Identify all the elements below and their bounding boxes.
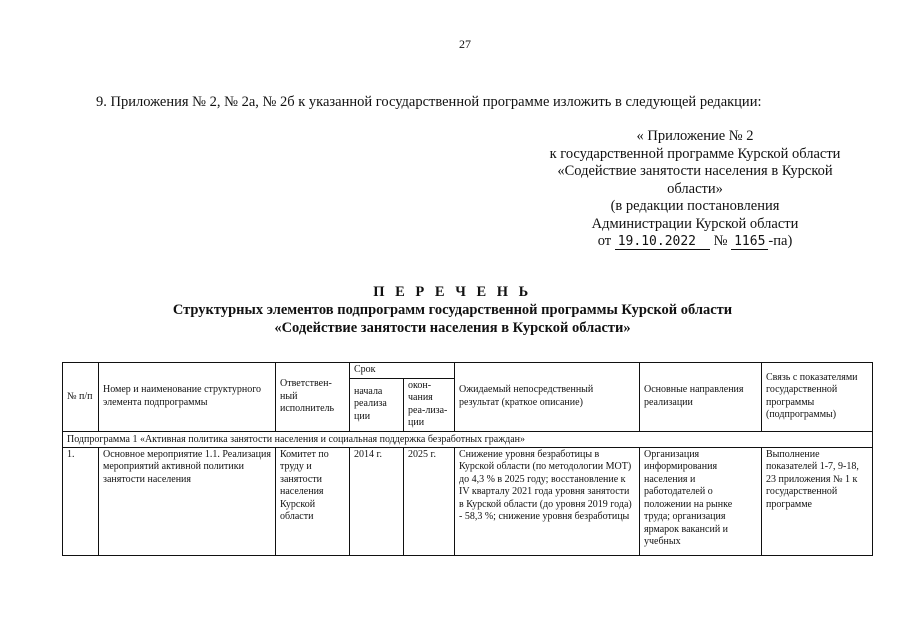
document-subtitle: Структурных элементов подпрограмм государственной программы Курской области xyxy=(172,302,733,318)
header-term-end: окон-чания реа-лиза-ции xyxy=(404,378,455,431)
cell-executor: Комитет по труду и занятости населения Курской области xyxy=(276,447,350,555)
cell-name: Основное мероприятие 1.1. Реализация мероприятий активной политики занятости населения xyxy=(99,447,276,555)
header-name: Номер и наименование структурного элемента подпрограммы xyxy=(99,363,276,432)
number-label: № xyxy=(713,233,728,249)
header-link: Связь с показателями государственной программы (подпрограммы) xyxy=(762,363,873,432)
cell-link: Выполнение показателей 1-7, 9-18, 23 приложения № 1 к государственной программе xyxy=(762,447,873,555)
page-number: 27 xyxy=(459,37,471,51)
appendix-line: к государственной программе Курской области xyxy=(549,145,841,162)
decree-number: 1165 xyxy=(731,234,768,250)
header-num: № п/п xyxy=(63,363,99,432)
header-executor: Ответствен-ный исполнитель xyxy=(276,363,350,432)
header-result: Ожидаемый непосредственный результат (краткое описание) xyxy=(455,363,640,432)
structural-elements-table xyxy=(62,362,873,556)
cell-num: 1. xyxy=(63,447,99,555)
table-row xyxy=(63,447,873,555)
number-suffix: -па) xyxy=(768,233,793,249)
table-header-row xyxy=(63,363,873,379)
appendix-header xyxy=(530,128,860,251)
cell-result: Снижение уровня безработицы в Курской области (по методологии МОТ) до 4,3 % в 2025 году; восстановление к IV кварталу 2021 года уровня занятости в Курской области (до уровня 2019 года) - 58,3 %; снижение уровня безработицы xyxy=(455,447,640,555)
header-term: Срок xyxy=(350,363,455,379)
from-label: от xyxy=(597,233,612,249)
appendix-line: (в редакции постановления xyxy=(610,198,780,214)
header-term-start: начала реализа ции xyxy=(350,378,404,431)
cell-directions: Организация информирования населения и работодателей о положении на рынке труда; организация ярмарок вакансий и учебных xyxy=(640,447,762,555)
appendix-date-line xyxy=(530,233,860,251)
header-directions: Основные направления реализации xyxy=(640,363,762,432)
cell-end: 2025 г. xyxy=(404,447,455,555)
subprogram-title: Подпрограмма 1 «Активная политика занятости населения и социальная поддержка безработных граждан» xyxy=(63,431,873,447)
appendix-line: « Приложение № 2 xyxy=(636,128,754,144)
cell-start: 2014 г. xyxy=(350,447,404,555)
appendix-line: «Содействие занятости населения в Курской xyxy=(557,163,833,179)
document-title: П Е Р Е Ч Е Н Ь xyxy=(373,284,532,300)
subprogram-row xyxy=(63,431,873,447)
appendix-line: Администрации Курской области xyxy=(591,215,799,232)
appendix-line: области» xyxy=(667,180,723,197)
amendment-item-9: 9. Приложения № 2, № 2а, № 2б к указанной государственной программе изложить в следующей редакции: xyxy=(96,94,762,110)
decree-date: 19.10.2022 xyxy=(615,234,710,250)
program-name: «Содействие занятости населения в Курской области» xyxy=(274,320,631,336)
